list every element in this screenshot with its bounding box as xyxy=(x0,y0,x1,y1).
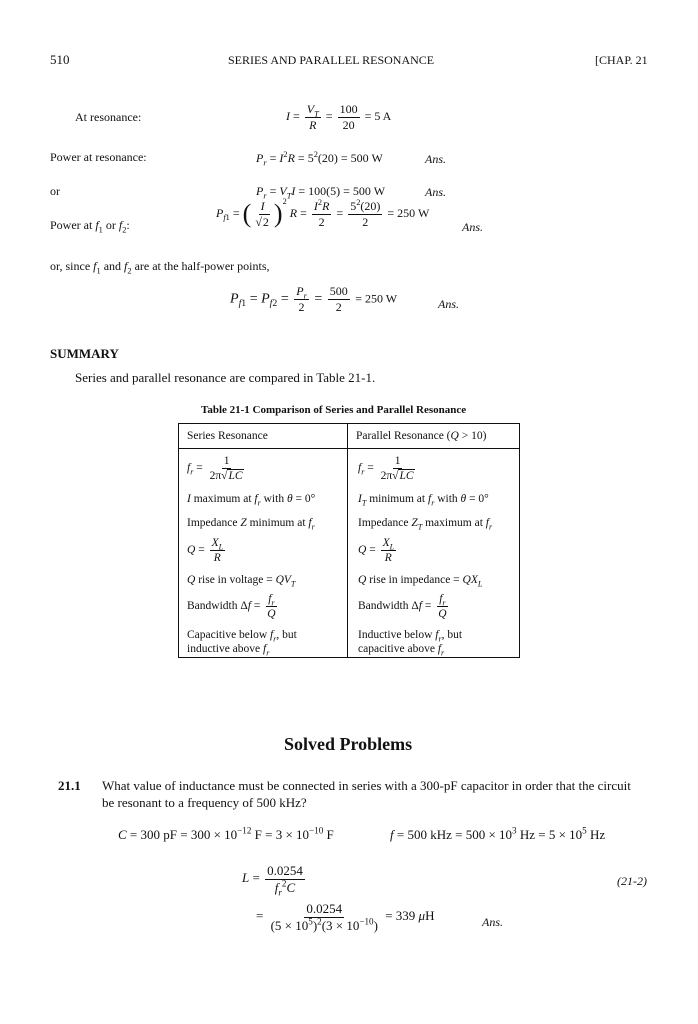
ans-label: Ans. xyxy=(425,152,446,166)
equation-power: $P_r = I^2R = 5^2(20) = 500$ W xyxy=(256,150,383,168)
half-power-sentence: or, since $f_1$ and $f_2$ are at the half-power points, xyxy=(50,259,270,276)
problem-number: 21.1 xyxy=(58,778,81,793)
table-header-series: Series Resonance xyxy=(179,424,348,449)
equation-reference: (21-2) xyxy=(617,874,647,888)
power-at-f-label: Power at $f_1$ or $f_2$: xyxy=(50,218,130,235)
ans-label: Ans. xyxy=(425,185,446,199)
ans-label: Ans. xyxy=(482,915,503,929)
page-number: 510 xyxy=(50,52,70,67)
table-header-parallel: Parallel Resonance (Q > 10) xyxy=(348,424,520,449)
solved-problems-heading: Solved Problems xyxy=(284,734,413,754)
or-label: or xyxy=(50,184,60,198)
frequency-equation: f = 500 kHz = $500 \times 10^3$ $Hz = 5 \times 10^5$ Hz xyxy=(390,825,606,842)
summary-heading: SUMMARY xyxy=(50,346,119,361)
power-at-resonance-label: Power at resonance: xyxy=(50,150,147,164)
parallel-column: $f_r$ = $\frac{1}{2\pi√LC}$ $I_T$ minimum at $f_r$ with θ = 0° Impedance $Z_T$ maximum at $f_r$ Q = $\frac{X_L}{R}$ Q rise in impedance = $QX_L$ Bandwidth Δf = $\frac{f_r}{Q}$ Inductive below $f_r$, but capacitive above $f_r$ xyxy=(348,449,520,658)
table-caption: Table 21-1 Comparison of Series and Parallel Resonance xyxy=(201,404,467,416)
summary-text: Series and parallel resonance are compared in Table 21-1. xyxy=(75,370,376,385)
at-resonance-label: At resonance: xyxy=(75,110,142,124)
equation-half-power: $P_{f1} = P_{f2}$ = $\frac{P_r}{2}$ = $\frac{500}{2}$ = 250 W xyxy=(230,284,398,314)
chapter-label: [CHAP. 21 xyxy=(595,53,648,67)
ans-label: Ans. xyxy=(438,297,459,311)
inductance-result: = $\frac{0.0254}{(5 \times 10^5)^2(3 \times 10^{-10})}$ = 339 μH xyxy=(256,901,435,933)
problem-text-line2: be resonant to a frequency of 500 kHz? xyxy=(102,795,307,810)
equation-power-f1: $P_{f1}$ = ( $\frac{I}{√2}$ )$^2$ R = $\frac{I^2R}{2}$ = $\frac{5^2(20)}{2}$ = 250 W xyxy=(216,196,430,229)
problem-text-line1: What value of inductance must be connected in series with a 300-pF capacitor in order that the circuit xyxy=(102,778,631,793)
equation-power-alt: $P_r = V_TI = 100(5) = 500$ W xyxy=(256,184,386,201)
series-column: $f_r$ = $\frac{1}{2\pi√LC}$ I maximum at $f_r$ with θ = 0° Impedance Z minimum at $f_r$ Q = $\frac{X_L}{R}$ Q rise in voltage = $QV_T$ Bandwidth Δf = $\frac{f_r}{Q}$ Capacitive below $f_r$, but inductive above $f_r$ xyxy=(179,449,348,658)
ans-label: Ans. xyxy=(462,220,483,234)
capacitance-equation: C = 300 pF = $300 \times 10^{-12}$ $F = 3 \times 10^{-10}$ F xyxy=(118,825,334,842)
equation-current: I = $\frac{V_T}{R}$ = $\frac{100}{20}$ = 5 A xyxy=(286,102,392,132)
comparison-table xyxy=(178,423,520,658)
running-title: SERIES AND PARALLEL RESONANCE xyxy=(228,53,435,67)
inductance-formula: L = $\frac{0.0254}{f_r^2C}$ xyxy=(242,863,303,898)
